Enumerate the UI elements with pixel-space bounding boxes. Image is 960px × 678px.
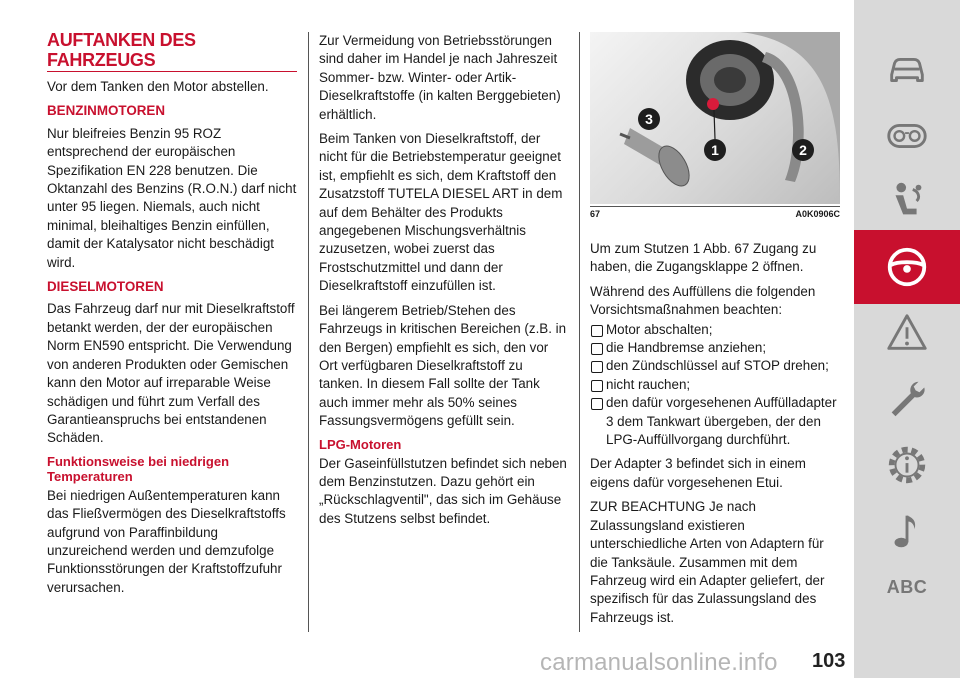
callout-2-label: 2	[799, 142, 807, 158]
list-item: nicht rauchen;	[590, 376, 840, 394]
steering-wheel-icon	[884, 244, 930, 290]
heading-diesel: DIESELMOTOREN	[47, 279, 164, 295]
paragraph: Der Adapter 3 befindet sich in einem eigens dafür vorgesehenen Etui.	[590, 456, 806, 490]
callout-1-label: 1	[711, 142, 719, 158]
checklist	[590, 321, 840, 450]
page-title: AUFTANKEN DES FAHRZEUGS	[47, 30, 297, 72]
car-icon	[884, 46, 930, 92]
page-number: 103	[812, 650, 846, 672]
column-middle	[319, 32, 567, 534]
music-note-icon	[884, 508, 930, 554]
heading-benzin: BENZINMOTOREN	[47, 103, 166, 119]
sidebar-item-starting-driving[interactable]	[854, 230, 960, 304]
seat-airbag-icon	[884, 178, 930, 224]
sidebar-item-maintenance[interactable]	[854, 362, 960, 436]
sidebar-item-dashboard[interactable]	[854, 98, 960, 172]
abc-index-label: ABC	[886, 576, 928, 597]
dashboard-icon	[884, 112, 930, 158]
column-right	[590, 240, 840, 633]
diesel-text: Das Fahrzeug darf nur mit Dieselkraftstoff betankt werden, der der europäischen Norm EN590 entspricht. Die Verwendung von anderen Produkten oder Gemischen kann den Motor auf irreparable Weise schädigen und führt zum Verfall des Garantieanspruchs bei entstandenen Schäden.	[47, 301, 295, 446]
chapter-sidebar	[854, 0, 960, 678]
lpg-text: Der Gaseinfüllstutzen befindet sich neben dem Benzinstutzen. Dazu gehört ein „Rückschlagventil", das sich im Gehäuse des Stutzens selbst befindet.	[319, 455, 567, 526]
paragraph: Während des Auffüllens die folgenden Vorsichtsmaßnahmen beachten:	[590, 283, 816, 318]
sidebar-item-index[interactable]	[854, 562, 960, 612]
intro-text: Vor dem Tanken den Motor abstellen.	[47, 79, 269, 94]
column-left	[47, 30, 299, 603]
wrench-icon	[884, 376, 930, 422]
heading-lpg: LPG-Motoren	[319, 436, 402, 452]
column-divider	[579, 32, 580, 632]
figure-code: A0K0906C	[795, 209, 840, 219]
paragraph: Um zum Stutzen 1 Abb. 67 Zugang zu haben, die Zugangsklappe 2 öffnen.	[590, 241, 817, 275]
sidebar-item-technical-data[interactable]	[854, 428, 960, 502]
benzin-text: Nur bleifreies Benzin 95 ROZ entsprechend der europäischen Spezifikation EN 228 benutzen. Die Oktanzahl des Benzins (R.O.N.) darf nicht unter 95 liegen. Niemals, auch nicht minimal, bleihaltiges Benzin einfüllen, damit der Katalysator nicht beschädigt wird.	[47, 125, 297, 270]
sidebar-item-car[interactable]	[854, 32, 960, 106]
paragraph: Bei längerem Betrieb/Stehen des Fahrzeugs in kritischen Bereichen (z.B. in den Bergen) empfiehlt es sich, den vor Ort verfügbaren Dieselkraftstoff zu tanken. In diesem Fall sollte der Tank auch immer mehr als 50% seines Fassungsvermögens gefüllt sein.	[319, 302, 567, 429]
fuel-filler-illustration	[590, 32, 840, 204]
paragraph: Zur Vermeidung von Betriebsstörungen sind daher im Handel je nach Jahreszeit Sommer- bzw. Winter- oder Artik-Dieselkraftstoffe (in kalten Berggebieten) erhältlich.	[319, 33, 561, 122]
figure-caption	[590, 206, 840, 219]
watermark: carmanualsonline.info	[540, 649, 778, 676]
heading-low-temp: Funktionsweise bei niedrigen Temperaturen	[47, 453, 230, 484]
low-temp-text: Bei niedrigen Außentemperaturen kann das Fließvermögen des Dieselkraftstoffs aufgrund von Paraffinbildung unzureichend werden und demzufolge Funktionsstörungen der Kraftstoffzufuhr verursachen.	[47, 487, 286, 595]
sidebar-item-warnings[interactable]	[854, 296, 960, 370]
figure-number: 67	[590, 209, 601, 219]
fuel-filler-figure	[590, 32, 840, 204]
paragraph: Beim Tanken von Dieselkraftstoff, der nicht für die Betriebstemperatur geeignet ist, empfiehlt es sich, dem Kraftstoff den Zusatzstoff TUTELA DIESEL ART in dem auf dem Behälter des Produkts angegebenen Mischungsverhältnis zuzusetzen, wobei zuerst das Frostschutzmittel und dann der Dieselkraftstoff einzufüllen ist.	[319, 131, 563, 294]
gear-info-icon	[884, 442, 930, 488]
sidebar-item-multimedia[interactable]	[854, 494, 960, 568]
warning-icon	[884, 310, 930, 356]
column-divider	[308, 32, 309, 632]
list-item: den Zündschlüssel auf STOP drehen;	[590, 357, 840, 375]
list-item: Motor abschalten;	[590, 321, 840, 339]
callout-3-label: 3	[645, 111, 653, 127]
sidebar-item-safety[interactable]	[854, 164, 960, 238]
note-paragraph: ZUR BEACHTUNG Je nach Zulassungsland existieren unterschiedliche Arten von Adaptern für die Tanksäule. Zusammen mit dem Fahrzeug wird ein Adapter geliefert, der spezifisch für das Zulassungsland des Fahrzeugs ist.	[590, 499, 825, 625]
list-item: die Handbremse anziehen;	[590, 339, 840, 357]
list-item: den dafür vorgesehenen Auffülladapter 3 dem Tankwart übergeben, der den LPG-Auffüllvorgang durchführt.	[590, 394, 840, 449]
